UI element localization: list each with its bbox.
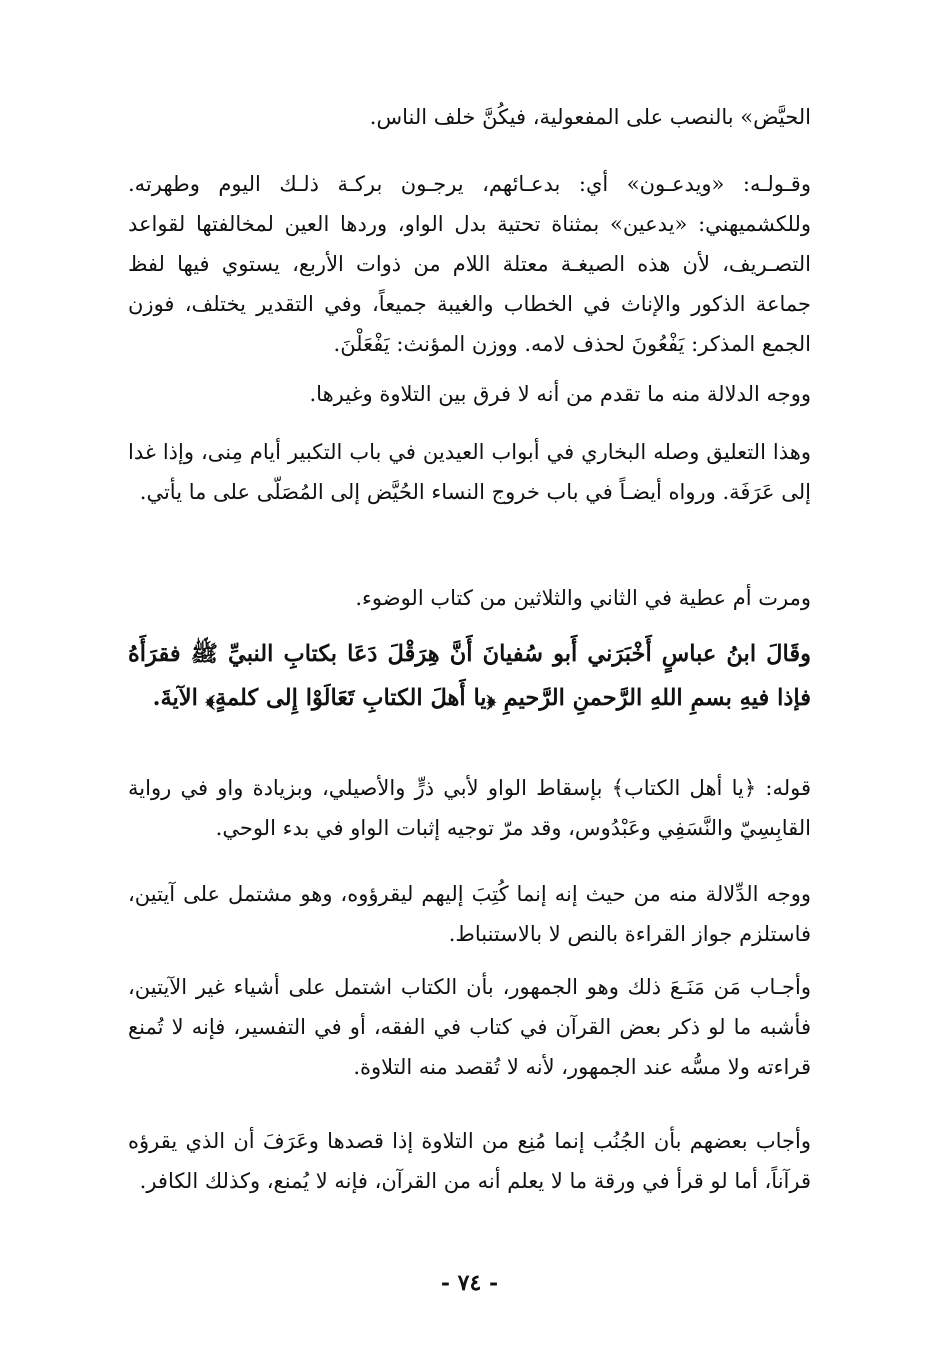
paragraph-3: ووجه الدلالة منه ما تقدم من أنه لا فرق بين التلاوة وغيرها.	[309, 382, 811, 406]
hadith-text: وقَالَ ابنُ عباسٍ أَخْبَرَني أَبو سُفيانَ أَنَّ هِرَقْلَ دَعَا بكتابِ النبيِّ ﷺ فقرَأَهُ فإذا فيهِ بسمِ اللهِ الرَّحمنِ الرَّحيمِ ﴿يا أَهلَ الكتابِ تَعَالَوْا إِلى كلمةٍ﴾ الآيةَ.	[128, 641, 811, 711]
paragraph-8: ووجه الدِّلالة منه من حيث إنه إنما كُتِبَ إليهم ليقرؤوه، وهو مشتمل على آيتين، فاستلزم جواز القراءة بالنص لا بالاستنباط.	[128, 882, 811, 946]
paragraph-2: وقـولـه: «ويدعـون» أي: بدعـائهم، يرجـون بركـة ذلـك اليوم وطهرته. وللكشميهني: «يدعين» بمثناة تحتية بدل الواو، وردها العين لمخالفتها لقواعد التصـريف، لأن هذه الصيغـة معتلة اللام من ذوات الأربع، يستوي فيها لفظ جماعة الذكور والإناث في الخطاب والغيبة جميعاً، وفي التقدير يختلف، فوزن الجمع المذكر: يَفْعُونَ لحذف لامه. ووزن المؤنث: يَفْعَلْنَ.	[128, 172, 811, 356]
paragraph-9: وأجـاب مَن مَنَـعَ ذلك وهو الجمهور، بأن الكتاب اشتمل على أشياء غير الآيتين، فأشبه ما لو ذكر بعض القرآن في كتاب في الفقه، أو في التفسير، فإنه لا تُمنع قراءته ولا مسُّه عند الجمهور، لأنه لا تُقصد منه التلاوة.	[128, 975, 811, 1079]
paragraph-5: ومرت أم عطية في الثاني والثلاثين من كتاب الوضوء.	[355, 586, 811, 610]
paragraph-1: الحيَّض» بالنصب على المفعولية، فيكُنَّ خلف الناس.	[369, 105, 811, 129]
paragraph-7: قوله: ﴿يا أهل الكتاب﴾ بإسقاط الواو لأبي ذرٍّ والأصيلي، وبزيادة واو في رواية القابِسِيّ والنَّسَفِي وعَبْدُوس، وقد مرّ توجيه إثبات الواو في بدء الوحي.	[128, 776, 811, 840]
paragraph-10: وأجاب بعضهم بأن الجُنُب إنما مُنِع من التلاوة إذا قصدها وعَرَفَ أن الذي يقرؤه قرآناً، أما لو قرأ في ورقة ما لا يعلم أنه من القرآن، فإنه لا يُمنع، وكذلك الكافر.	[128, 1129, 811, 1193]
paragraph-4: وهذا التعليق وصله البخاري في أبواب العيدين في باب التكبير أيام مِنى، وإذا غدا إلى عَرَفَة. ورواه أيضـاً في باب خروج النساء الحُيَّض إلى المُصَلّى على ما يأتي.	[128, 440, 811, 504]
page-number: - ٧٤ -	[440, 1270, 499, 1296]
